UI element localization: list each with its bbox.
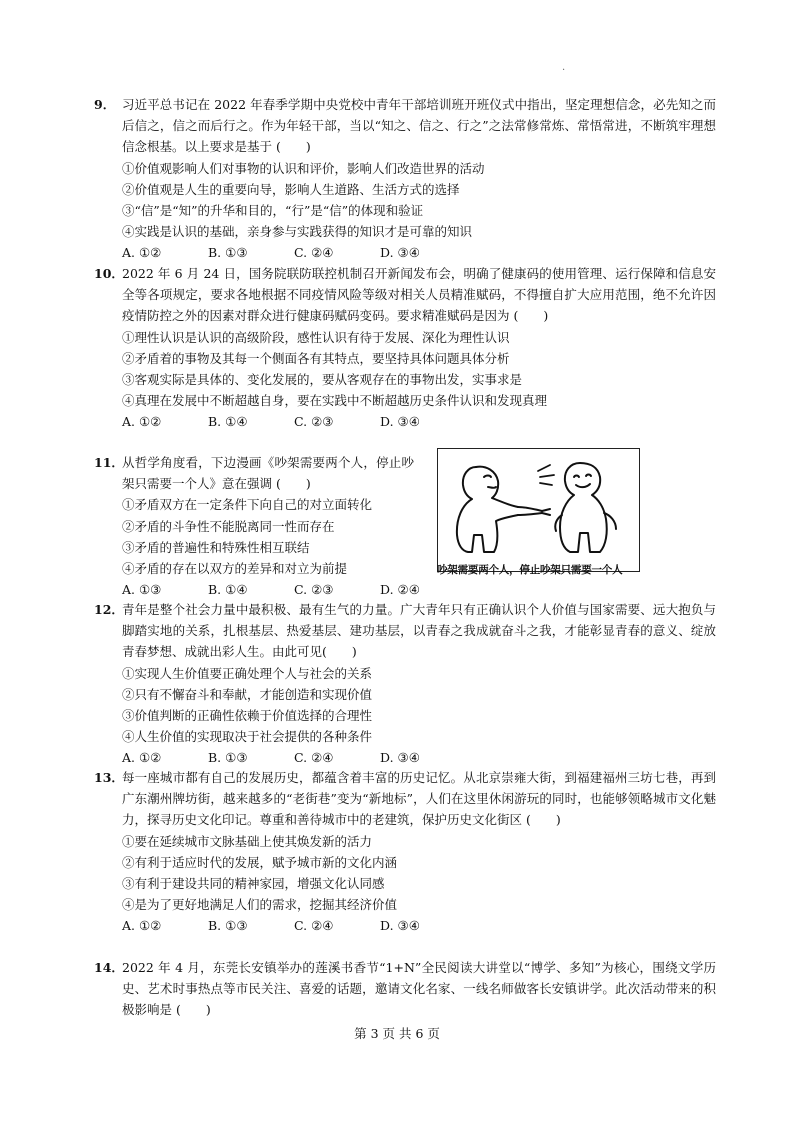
choice-c: C. ②④ — [294, 750, 334, 766]
option-4: ④是为了更好地满足人们的需求，挖掘其经济价值 — [122, 897, 398, 913]
question-stem: 2022 年 4 月，东莞长安镇举办的莲溪书香节“1+N”全民阅读大讲堂以“博学、多知”为核心，围绕文学历史、艺术时事热点等市民关注、喜爱的话题，邀请文化名家、一线名师做客长安镇讲学。此次活动带来的积极影响是 ( ) — [122, 960, 716, 1018]
option-1: ①实现人生价值要正确处理个人与社会的关系 — [122, 665, 373, 681]
question-12 — [94, 599, 716, 769]
option-1: ①理性认识是认识的高级阶段，感性认识有待于发展、深化为理性认识 — [122, 329, 510, 345]
option-3: ③“信”是“知”的升华和目的，“行”是“信”的体现和验证 — [122, 203, 424, 219]
choice-a: A. ①③ — [122, 582, 162, 598]
question-number: 13． — [94, 770, 124, 785]
question-stem: 青年是整个社会力量中最积极、最有生气的力量。广大青年只有正确认识个人价值与国家需要、远大抱负与脚踏实地的关系，扎根基层、热爱基层、建功基层，以青春之我成就奋斗之我，才能彰显青春的意义、绽放青春梦想、成就出彩人生。由此可见( ) — [122, 602, 716, 660]
choice-c: C. ②③ — [294, 582, 334, 598]
option-1: ①价值观影响人们对事物的认识和评价，影响人们改造世界的活动 — [122, 160, 485, 176]
cartoon-image — [437, 448, 640, 572]
choice-c: C. ②④ — [294, 245, 334, 261]
option-3: ③矛盾的普遍性和特殊性相互联结 — [122, 539, 310, 555]
option-3: ③客观实际是具体的、变化发展的，要从客观存在的事物出发，实事求是 — [122, 372, 523, 388]
choice-a: A. ①② — [122, 918, 162, 934]
option-2: ②只有不懈奋斗和奉献，才能创造和实现价值 — [122, 686, 373, 702]
choice-b: B. ①③ — [208, 918, 248, 934]
question-stem: 从哲学角度看，下边漫画《吵架需要两个人，停止吵架只需要一个人》意在强调 ( ) — [122, 455, 414, 492]
option-1: ①要在延续城市文脉基础上使其焕发新的活力 — [122, 833, 373, 849]
question-9 — [94, 94, 716, 264]
choice-b: B. ①③ — [208, 750, 248, 766]
choice-d: D. ③④ — [380, 918, 420, 934]
question-10 — [94, 263, 716, 433]
option-3: ③价值判断的正确性依赖于价值选择的合理性 — [122, 708, 373, 724]
header-mark: . — [562, 62, 566, 73]
choice-a: A. ①② — [122, 750, 162, 766]
option-4: ④实践是认识的基础，亲身参与实践获得的知识才是可靠的知识 — [122, 224, 473, 240]
choice-a: A. ①② — [122, 245, 162, 261]
option-2: ②有利于适应时代的发展，赋予城市新的文化内涵 — [122, 854, 398, 870]
choice-d: D. ③④ — [380, 750, 420, 766]
option-4: ④人生价值的实现取决于社会提供的各种条件 — [122, 729, 373, 745]
choice-d: D. ②④ — [380, 582, 420, 598]
option-2: ②价值观是人生的重要向导，影响人生道路、生活方式的选择 — [122, 181, 460, 197]
question-number: 9． — [94, 97, 116, 112]
choice-b: B. ①④ — [208, 414, 248, 430]
question-stem: 2022 年 6 月 24 日，国务院联防联控机制召开新闻发布会，明确了健康码的使用管理、运行保障和信息安全等各项规定，要求各地根据不同疫情风险等级对相关人员精准赋码，不得擅自扩大应用范围，绝不允许因疫情防控之外的因素对群众进行健康码赋码变码。要求精准赋码是因为 ( ) — [122, 266, 716, 324]
question-number: 12． — [94, 602, 124, 617]
question-number: 10． — [94, 266, 124, 281]
option-4: ④真理在发展中不断超越自身，要在实践中不断超越历史条件认识和发现真理 — [122, 393, 548, 409]
question-number: 14． — [94, 960, 124, 975]
option-2: ②矛盾的斗争性不能脱离同一性而存在 — [122, 518, 335, 534]
choice-c: C. ②④ — [294, 918, 334, 934]
question-14 — [94, 957, 716, 1021]
option-4: ④矛盾的存在以双方的差异和对立为前提 — [122, 561, 348, 577]
choice-d: D. ③④ — [380, 414, 420, 430]
option-3: ③有利于建设共同的精神家园，增强文化认同感 — [122, 876, 385, 892]
option-2: ②矛盾着的事物及其每一个侧面各有其特点，要坚持具体问题具体分析 — [122, 350, 510, 366]
choice-a: A. ①② — [122, 414, 162, 430]
choice-b: B. ①③ — [208, 245, 248, 261]
cartoon-illustration — [438, 449, 639, 563]
question-stem: 习近平总书记在 2022 年春季学期中央党校中青年干部培训班开班仪式中指出，坚定理想信念，必先知之而后信之，信之而后行之。作为年轻干部，当以“知之、信之、行之”之法常修常炼、常悟常进，不断筑牢理想信念根基。以上要求是基于 ( ) — [122, 97, 716, 155]
option-1: ①矛盾双方在一定条件下向自己的对立面转化 — [122, 497, 373, 513]
choice-c: C. ②③ — [294, 414, 334, 430]
cartoon-caption: 吵架需要两个人，停止吵架只需要一个人 — [437, 564, 623, 576]
question-13 — [94, 767, 716, 937]
question-number: 11． — [94, 455, 124, 470]
page-footer: 第 3 页 共 6 页 — [354, 1026, 440, 1041]
question-stem: 每一座城市都有自己的发展历史，都蕴含着丰富的历史记忆。从北京崇雍大街，到福建福州三坊七巷，再到广东潮州牌坊街，越来越多的“老街巷”变为“新地标”，人们在这里休闲游玩的同时，也能够领略城市文化魅力，探寻历史文化印记。尊重和善待城市中的老建筑，保护历史文化街区 ( ) — [122, 770, 716, 828]
choice-b: B. ①④ — [208, 582, 248, 598]
choice-d: D. ③④ — [380, 245, 420, 261]
